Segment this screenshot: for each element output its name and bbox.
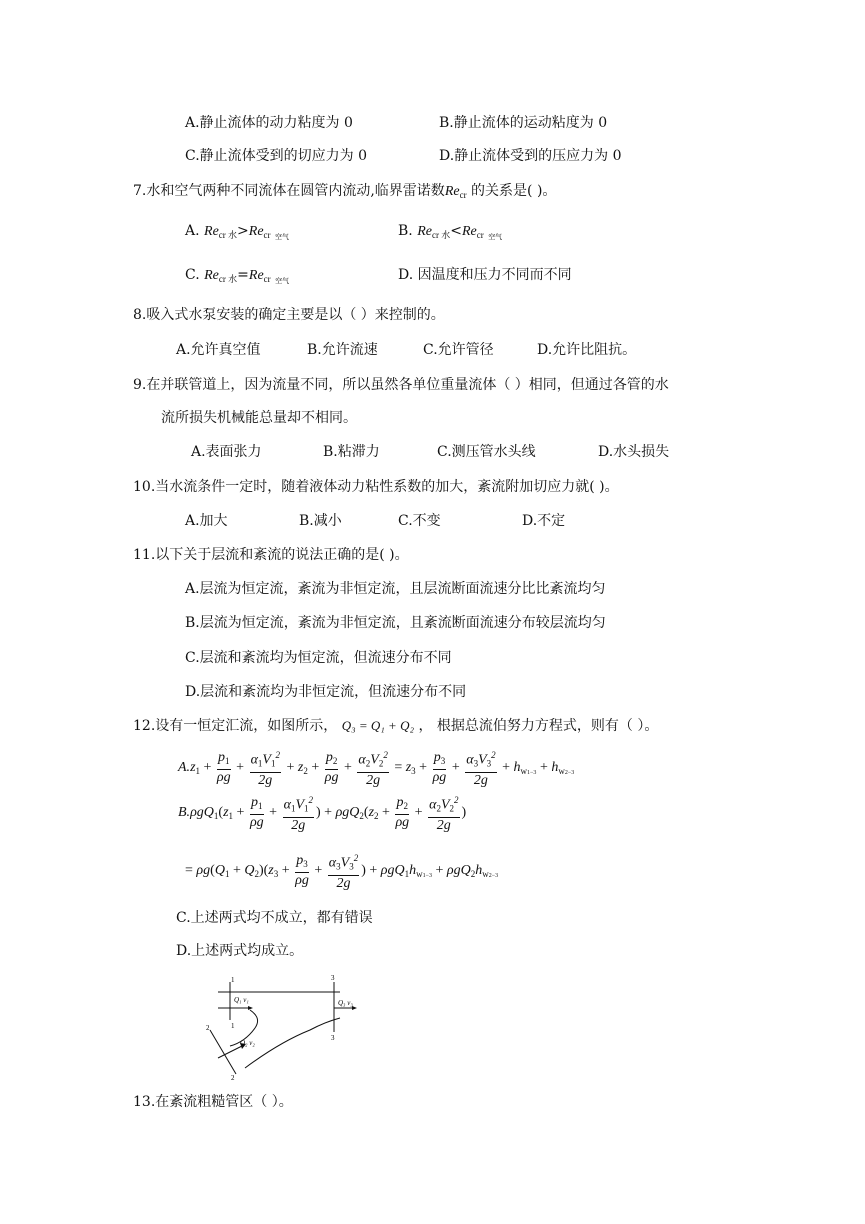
q12-equation-a: $A.z_1$ + $\frac{p_1}{\rho g}$ + $\frac{\alpha_1V_1^2}{2g}$ + $z_2$ + $\frac{p_2}{\rho g}$ + $\frac{\alpha_2V_2^2}{2g}$ = $z_3$ + $\frac{p_3}{\rho g}$ + $\frac{\alpha_3V_3^2}{2g}$ + $h_{w1-3} + h_{w2-3}$ (178, 747, 574, 789)
q9-stem-line1: 9.在并联管道上，因为流量不同，所以虽然各单位重量流体（ ）相同，但通过各管的水 (133, 377, 669, 393)
flow-2-label: Q₂ v₂ (240, 1039, 255, 1047)
q10-option-c: C.不变 (398, 513, 441, 529)
q8-option-c: C.允许管径 (423, 342, 494, 358)
q12-equation-b-line2: = $\rho g(Q_1 + Q_2)(z_3$ + $\frac{p_3}{\rho g}$ + $\frac{\alpha_3V_3^2}{2g}$ ) + $\rho gQ_1h_{w1-3} + \rho gQ_2h_{w2-3}$ (185, 850, 498, 892)
q6-option-c: C.静止流体受到的切应力为 0 (185, 148, 368, 164)
q7-stem-tail: 的关系是( )。 (471, 183, 557, 199)
q9-stem-line2: 流所损失机械能总量却不相同。 (161, 410, 357, 426)
q9-option-d: D.水头损失 (598, 444, 670, 460)
q10-stem: 10.当水流条件一定时，随着液体动力粘性系数的加大，紊流附加切应力就( )。 (133, 479, 619, 495)
section-1-top-label: 1 (231, 976, 235, 984)
q10-option-a: A.加大 (185, 513, 228, 529)
q12-flow-relation: Q₃ = Q₁ + Q₂ (341, 718, 414, 733)
q10-option-b: B.减小 (299, 513, 342, 529)
q13-stem: 13.在紊流粗糙管区（ ）。 (133, 1094, 293, 1110)
q8-option-d: D.允许比阻抗。 (537, 342, 637, 358)
flow-3-label: Q₃ v₃ (338, 999, 353, 1007)
section-1-bottom-label: 1 (231, 1022, 235, 1030)
q7-re-symbol: $Re_{cr}$ (444, 184, 467, 200)
q8-option-a: A.允许真空值 (176, 342, 261, 358)
q12-option-c: C.上述两式均不成立，都有错误 (176, 910, 373, 926)
q10-option-d: D.不定 (522, 513, 566, 529)
section-2-bottom-label: 2 (231, 1074, 235, 1082)
q7-stem-text: 7.水和空气两种不同流体在圆管内流动,临界雷诺数 (133, 183, 445, 199)
q8-stem: 8.吸入式水泵安装的确定主要是以（ ）来控制的。 (133, 307, 445, 323)
q9-option-b: B.粘滞力 (323, 444, 380, 460)
q7-option-c: C. $Re_{cr 水}=Re_{cr}$ $_{空气}$ (185, 267, 290, 285)
q11-option-c: C.层流和紊流均为恒定流，但流速分布不同 (185, 650, 452, 666)
section-3-top-label: 3 (331, 974, 335, 982)
q9-option-a: A.表面张力 (191, 444, 262, 460)
flow-1-label: Q₁ v₁ (234, 996, 249, 1004)
q7-option-d: D. 因温度和压力不同而不同 (398, 267, 572, 283)
q7-option-a: A. $Re_{cr 水}>Re_{cr}$ $_{空气}$ (185, 223, 289, 241)
q6-option-d: D.静止流体受到的压应力为 0 (439, 148, 622, 164)
q8-option-b: B.允许流速 (307, 342, 378, 358)
q11-option-a: A.层流为恒定流，紊流为非恒定流，且层流断面流速分比比紊流均匀 (185, 581, 606, 597)
confluence-pipe-figure (200, 970, 365, 1082)
q12-stem-tail: ， 根据总流伯努力方程式，则有（ ）。 (418, 718, 659, 734)
q12-stem-text: 12.设有一恒定汇流，如图所示， (133, 718, 338, 734)
q12-option-d: D.上述两式均成立。 (176, 943, 304, 959)
q6-option-a: A.静止流体的动力粘度为 0 (185, 115, 353, 131)
q7-option-b: B. $Re_{cr 水}<Re_{cr}$ $_{空气}$ (398, 223, 503, 241)
q12-equation-b-line1: $B.\rho gQ_1(z_1$ + $\frac{p_1}{\rho g}$ + $\frac{\alpha_1V_1^2}{2g}$ ) + $\rho gQ_2(z_2$ + $\frac{p_2}{\rho g}$ + $\frac{\alpha_2V_2^2}{2g}$ ) (178, 792, 466, 834)
q7-stem (133, 182, 556, 204)
q6-option-b: B.静止流体的运动粘度为 0 (439, 115, 608, 131)
section-3-bottom-label: 3 (331, 1034, 335, 1042)
q12-stem (133, 717, 658, 735)
q11-stem: 11.以下关于层流和紊流的说法正确的是( )。 (133, 547, 409, 563)
q11-option-b: B.层流为恒定流，紊流为非恒定流，且紊流断面流速分布较层流均匀 (185, 615, 606, 631)
q11-option-d: D.层流和紊流均为非恒定流，但流速分布不同 (185, 684, 467, 700)
q9-option-c: C.测压管水头线 (437, 444, 536, 460)
section-2-top-label: 2 (206, 1024, 210, 1032)
